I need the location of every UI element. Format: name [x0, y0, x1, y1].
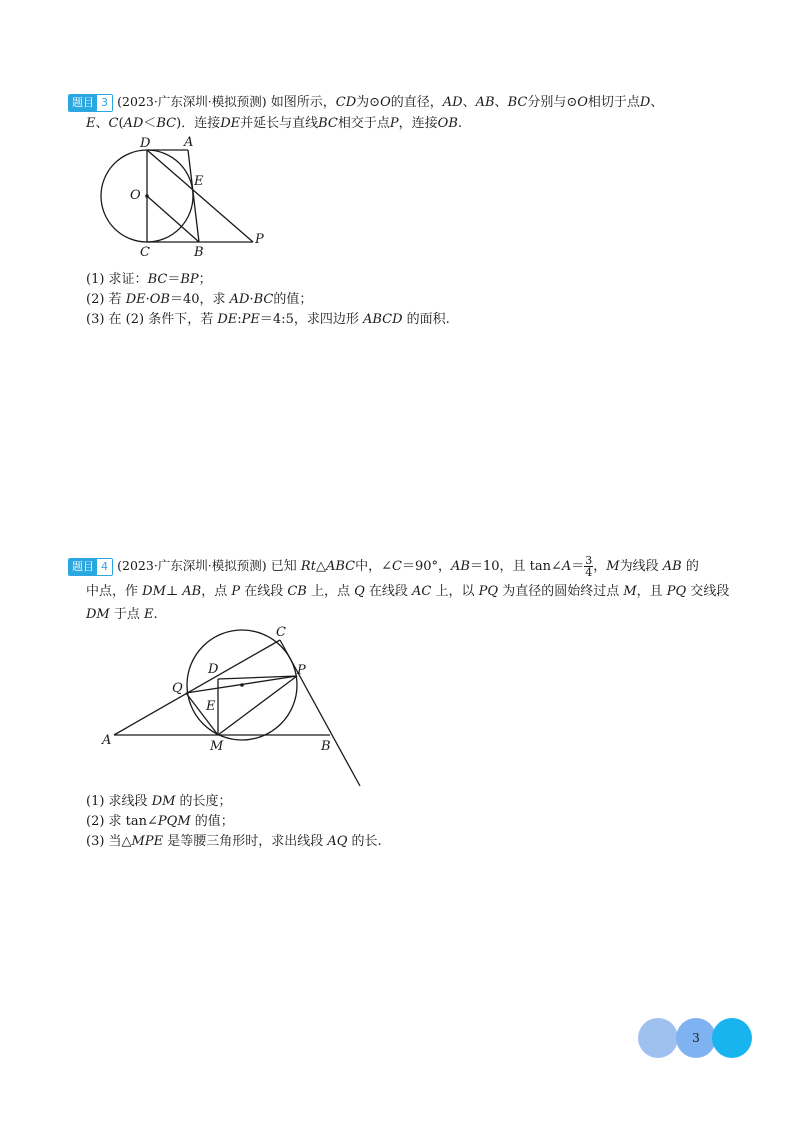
label-d: D	[208, 662, 219, 677]
text-run: (1) 求证：	[86, 272, 148, 287]
text-run: 、	[95, 116, 109, 131]
text-run: 为⊙	[356, 95, 381, 110]
line-dp	[147, 150, 253, 242]
label-c: C	[276, 625, 286, 640]
label-o: O	[130, 188, 141, 203]
math-var: E	[144, 607, 154, 622]
math-var: BC	[507, 95, 528, 110]
text-run: ＝40，求	[169, 292, 230, 307]
text-run: 为线段	[619, 559, 663, 574]
text-run: (2) 若	[86, 292, 126, 307]
segment-ab	[188, 150, 199, 242]
math-var: PQM	[157, 814, 191, 829]
label-p: P	[297, 663, 306, 678]
question-4-2	[86, 812, 234, 832]
page-number: 3	[692, 1031, 700, 1045]
math-var: CB	[287, 584, 307, 599]
text-run: ＝90°，	[401, 559, 451, 574]
text-run: .	[153, 607, 158, 622]
text-run: 相交于点	[337, 116, 390, 131]
problem-4-line-1	[68, 554, 699, 579]
math-var: P	[231, 584, 241, 599]
text-run: △	[315, 559, 326, 574]
text-run: ＝4:5，求四边形	[259, 312, 363, 327]
label-a: A	[184, 135, 194, 150]
text-run: 、	[462, 95, 476, 110]
center-dot	[240, 683, 244, 687]
label-e: E	[206, 699, 216, 714]
math-var: C	[108, 116, 119, 131]
text-run: ⊥	[165, 584, 183, 599]
text-run: 分别与⊙	[527, 95, 578, 110]
figure-right-triangle	[100, 624, 400, 794]
text-run: :	[237, 312, 242, 327]
question-3-2	[86, 290, 312, 310]
text-run: 并延长与直线	[240, 116, 319, 131]
math-var: AD	[442, 95, 463, 110]
problem-badge: 题目 4	[68, 558, 113, 576]
problem-badge: 题目 3	[68, 94, 113, 112]
question-3-1	[86, 270, 212, 290]
math-var: AC	[412, 584, 432, 599]
text-run: (1) 求线段	[86, 794, 152, 809]
label-e: E	[194, 174, 204, 189]
label-a: A	[102, 733, 112, 748]
text-run: 已知	[266, 559, 301, 574]
math-var: AB	[662, 559, 682, 574]
text-run: 上，点	[306, 584, 355, 599]
math-var: OB	[437, 116, 458, 131]
problem-source: (2023·广东深圳·模拟预测)	[117, 558, 267, 573]
stem-text	[267, 559, 585, 574]
figure-circle-tangent	[98, 135, 298, 260]
text-run: ·	[249, 292, 254, 307]
text-run: ·	[145, 292, 150, 307]
stem-text	[593, 559, 699, 574]
math-var: AB	[475, 95, 495, 110]
question-3-3	[86, 310, 450, 330]
math-var: ABC	[325, 559, 356, 574]
math-var: BC	[156, 116, 177, 131]
math-var: DE	[217, 312, 238, 327]
math-var: PQ	[478, 584, 499, 599]
math-var: AB	[450, 559, 470, 574]
text-run: (3) 当△	[86, 834, 132, 849]
text-run: 、	[494, 95, 508, 110]
label-b: B	[321, 739, 331, 754]
text-run: ，且	[636, 584, 667, 599]
text-run: 相切于点	[587, 95, 640, 110]
center-dot	[145, 194, 149, 198]
text-run: 的长.	[347, 834, 382, 849]
problem-4-line-3	[86, 605, 158, 625]
text-run: 的直径，	[390, 95, 443, 110]
text-run: (3) 在 (2) 条件下，若	[86, 312, 218, 327]
math-var: PE	[241, 312, 260, 327]
problem-4-line-2	[86, 582, 729, 602]
text-run: 上，以	[431, 584, 479, 599]
label-d: D	[140, 136, 151, 151]
text-run: 的	[681, 559, 699, 574]
text-run: .	[457, 116, 463, 131]
math-var: BC	[318, 116, 338, 131]
question-4-1	[86, 792, 232, 812]
math-var: D	[639, 95, 651, 110]
math-var: Rt	[300, 559, 316, 574]
text-run: 在线段	[364, 584, 413, 599]
text-run: (2) 求 tan∠	[86, 814, 158, 829]
math-var: AD	[123, 116, 144, 131]
text-run: )．连接	[176, 116, 221, 131]
text-run: ，点	[201, 584, 232, 599]
math-var: PQ	[666, 584, 687, 599]
text-run: 在线段	[240, 584, 288, 599]
label-p: P	[255, 232, 264, 247]
math-var: ABCD	[362, 312, 403, 327]
text-run: ＝	[571, 559, 585, 574]
math-var: DM	[151, 794, 176, 809]
label-c: C	[140, 245, 150, 260]
math-var: AQ	[327, 834, 348, 849]
text-run: ＝	[167, 272, 181, 287]
problem-3-line-1	[68, 92, 663, 113]
stem-text	[267, 95, 664, 110]
math-var: O	[380, 95, 391, 110]
text-run: 、	[650, 95, 664, 110]
math-var: BC	[147, 272, 168, 287]
math-var: CD	[335, 95, 357, 110]
text-run: 如图所示，	[266, 95, 336, 110]
text-run: 的面积.	[402, 312, 450, 327]
decor-circle-left	[638, 1018, 678, 1058]
question-4-3	[86, 832, 382, 852]
page-number-badge	[638, 1018, 752, 1058]
fraction-tan-a: $\frac{3}{4}$	[585, 554, 593, 579]
math-var: AD	[229, 292, 250, 307]
label-m: M	[210, 739, 224, 754]
text-run: 中点，作	[86, 584, 143, 599]
math-var: M	[623, 584, 637, 599]
math-var: DM	[86, 607, 110, 622]
text-run: 为直径的圆始终过点	[498, 584, 624, 599]
math-var: DE	[125, 292, 146, 307]
problem-3-line-2	[86, 114, 462, 134]
label-b: B	[194, 245, 204, 260]
text-run: 的长度；	[175, 794, 232, 809]
math-var: E	[86, 116, 96, 131]
decor-circle-right	[712, 1018, 752, 1058]
math-var: DE	[220, 116, 241, 131]
text-run: 中，∠	[355, 559, 392, 574]
problem-source: (2023·广东深圳·模拟预测)	[117, 94, 267, 109]
math-var: M	[606, 559, 620, 574]
text-run: ，连接	[398, 116, 438, 131]
text-run: 是等腰三角形时，求出线段	[163, 834, 328, 849]
math-var: O	[577, 95, 588, 110]
math-var: DM	[142, 584, 166, 599]
math-var: Q	[354, 584, 365, 599]
text-run: ；	[198, 272, 212, 287]
text-run: 于点	[109, 607, 144, 622]
text-run: ＝10，且 tan∠	[469, 559, 562, 574]
line-cb	[280, 640, 360, 786]
math-var: A	[561, 559, 572, 574]
math-var: BP	[180, 272, 199, 287]
label-q: Q	[172, 681, 183, 696]
math-var: BC	[253, 292, 274, 307]
text-run: ，	[593, 559, 607, 574]
math-var: P	[389, 116, 399, 131]
segment-mp	[218, 676, 297, 735]
math-var: MPE	[131, 834, 164, 849]
math-var: C	[391, 559, 402, 574]
segment-ob	[147, 196, 199, 242]
text-run: 交线段	[686, 584, 730, 599]
text-run: 的值；	[273, 292, 313, 307]
math-var: OB	[149, 292, 170, 307]
text-run: 的值；	[190, 814, 234, 829]
text-run: (	[118, 116, 124, 131]
math-var: AB	[182, 584, 202, 599]
text-run: ＜	[143, 116, 157, 131]
